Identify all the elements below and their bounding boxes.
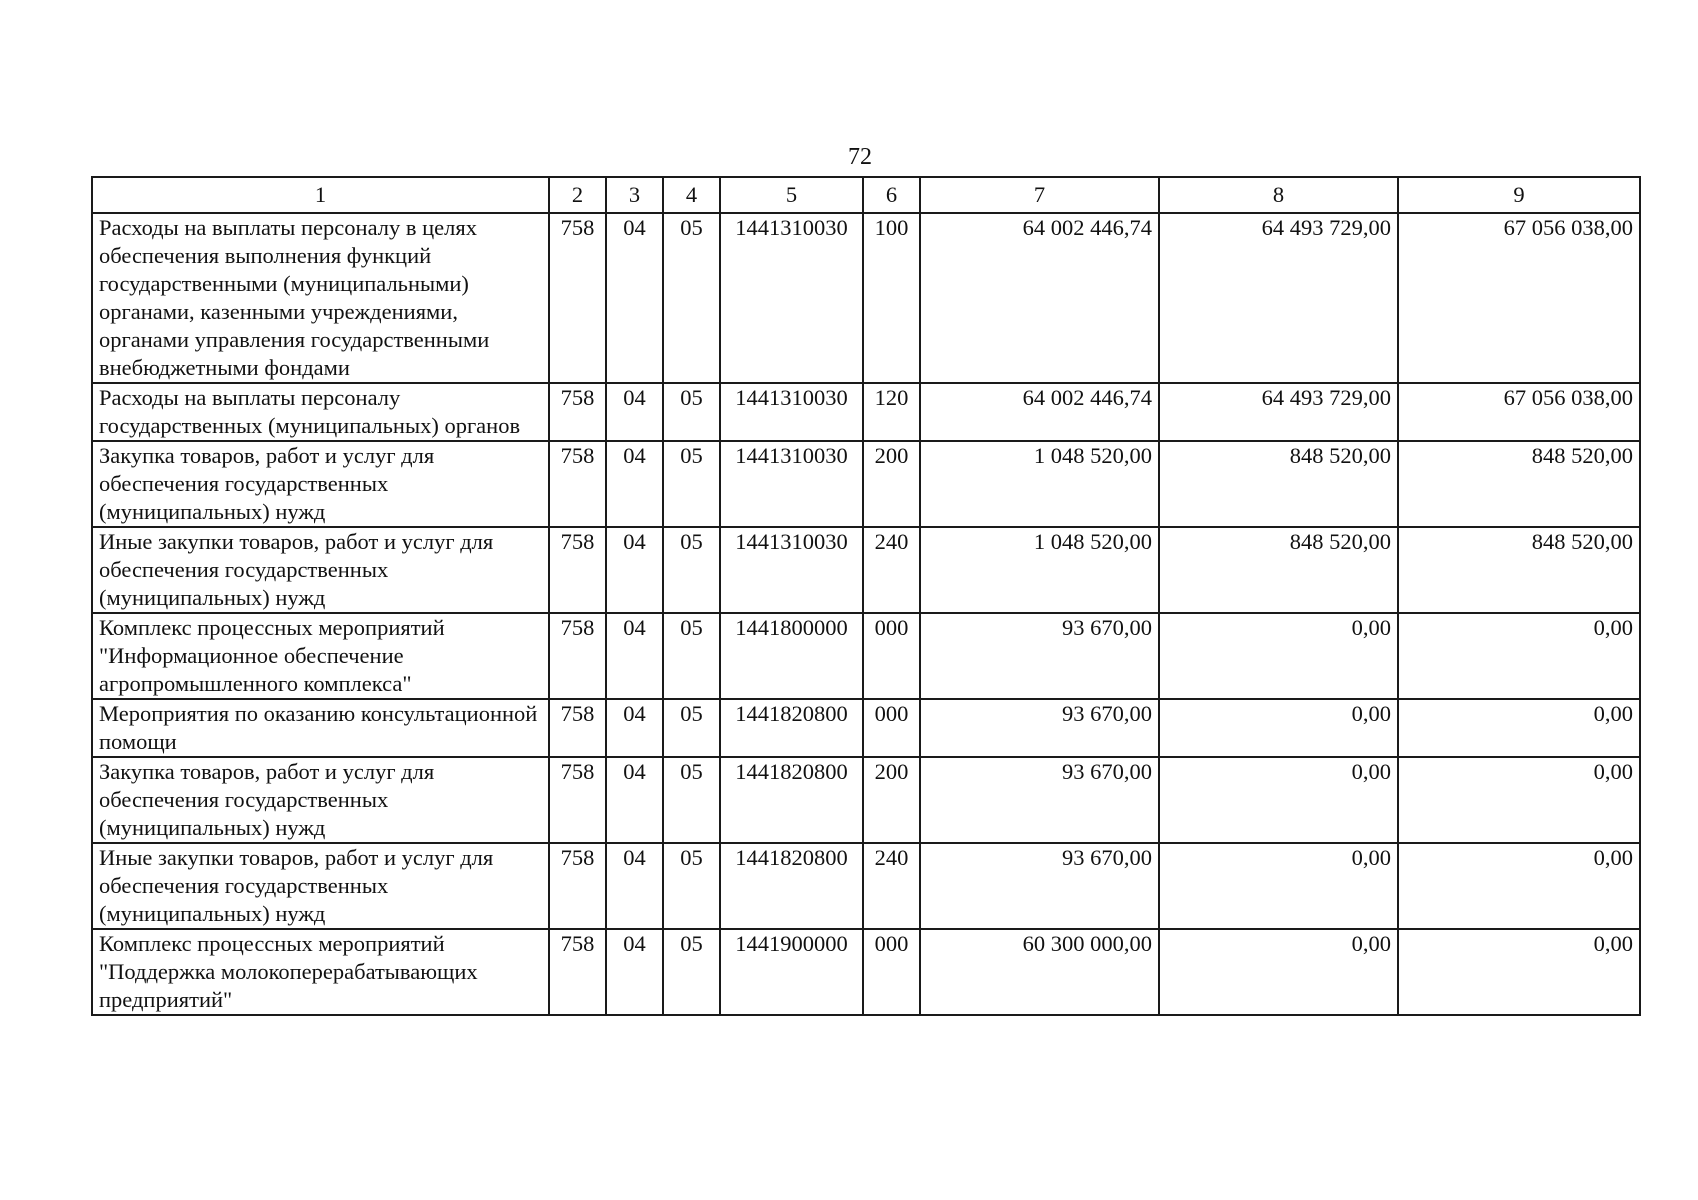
grbs-code-cell: 758: [549, 699, 606, 757]
column-header: 6: [863, 177, 920, 213]
amount-col9-cell: 0,00: [1398, 699, 1640, 757]
expense-type-cell: 200: [863, 441, 920, 527]
expense-name-cell: Иные закупки товаров, работ и услуг для обеспечения государственных (муниципальных) нужд: [92, 527, 549, 613]
subsection-code-cell: 05: [663, 757, 720, 843]
amount-col8-cell: 64 493 729,00: [1159, 383, 1398, 441]
amount-col9-cell: 0,00: [1398, 757, 1640, 843]
expense-type-cell: 000: [863, 699, 920, 757]
amount-col7-cell: 64 002 446,74: [920, 383, 1159, 441]
section-code-cell: 04: [606, 383, 663, 441]
grbs-code-cell: 758: [549, 383, 606, 441]
target-article-cell: 1441310030: [720, 213, 863, 383]
subsection-code-cell: 05: [663, 929, 720, 1015]
grbs-code-cell: 758: [549, 929, 606, 1015]
column-header: 5: [720, 177, 863, 213]
column-header: 7: [920, 177, 1159, 213]
amount-col9-cell: 67 056 038,00: [1398, 383, 1640, 441]
table-row: [92, 843, 1640, 929]
grbs-code-cell: 758: [549, 441, 606, 527]
amount-col7-cell: 93 670,00: [920, 843, 1159, 929]
header-row: [92, 177, 1640, 213]
amount-col7-cell: 1 048 520,00: [920, 527, 1159, 613]
expense-name-cell: Закупка товаров, работ и услуг для обеспечения государственных (муниципальных) нужд: [92, 757, 549, 843]
target-article-cell: 1441310030: [720, 441, 863, 527]
expense-type-cell: 240: [863, 843, 920, 929]
amount-col9-cell: 0,00: [1398, 929, 1640, 1015]
subsection-code-cell: 05: [663, 213, 720, 383]
amount-col9-cell: 0,00: [1398, 843, 1640, 929]
amount-col9-cell: 67 056 038,00: [1398, 213, 1640, 383]
amount-col8-cell: 0,00: [1159, 613, 1398, 699]
expense-name-cell: Мероприятия по оказанию консультационной помощи: [92, 699, 549, 757]
subsection-code-cell: 05: [663, 699, 720, 757]
expense-name-cell: Закупка товаров, работ и услуг для обеспечения государственных (муниципальных) нужд: [92, 441, 549, 527]
target-article-cell: 1441310030: [720, 383, 863, 441]
column-header: 2: [549, 177, 606, 213]
section-code-cell: 04: [606, 757, 663, 843]
subsection-code-cell: 05: [663, 527, 720, 613]
amount-col8-cell: 0,00: [1159, 757, 1398, 843]
target-article-cell: 1441800000: [720, 613, 863, 699]
target-article-cell: 1441820800: [720, 843, 863, 929]
section-code-cell: 04: [606, 527, 663, 613]
column-header: 9: [1398, 177, 1640, 213]
page-number: 72: [848, 144, 872, 170]
amount-col9-cell: 0,00: [1398, 613, 1640, 699]
expense-type-cell: 000: [863, 613, 920, 699]
amount-col7-cell: 93 670,00: [920, 699, 1159, 757]
amount-col8-cell: 0,00: [1159, 843, 1398, 929]
table-row: [92, 213, 1640, 383]
expense-name-cell: Расходы на выплаты персоналу государственных (муниципальных) органов: [92, 383, 549, 441]
table-row: [92, 929, 1640, 1015]
amount-col7-cell: 93 670,00: [920, 613, 1159, 699]
amount-col8-cell: 848 520,00: [1159, 527, 1398, 613]
subsection-code-cell: 05: [663, 441, 720, 527]
section-code-cell: 04: [606, 441, 663, 527]
section-code-cell: 04: [606, 213, 663, 383]
expense-type-cell: 200: [863, 757, 920, 843]
budget-table: [91, 176, 1641, 1016]
target-article-cell: 1441310030: [720, 527, 863, 613]
amount-col8-cell: 0,00: [1159, 699, 1398, 757]
subsection-code-cell: 05: [663, 613, 720, 699]
table-row: [92, 441, 1640, 527]
column-header: 4: [663, 177, 720, 213]
table-row: [92, 527, 1640, 613]
target-article-cell: 1441820800: [720, 757, 863, 843]
subsection-code-cell: 05: [663, 843, 720, 929]
expense-type-cell: 120: [863, 383, 920, 441]
table-row: [92, 757, 1640, 843]
grbs-code-cell: 758: [549, 213, 606, 383]
expense-type-cell: 000: [863, 929, 920, 1015]
expense-name-cell: Расходы на выплаты персоналу в целях обеспечения выполнения функций государственными (муниципальными) органами, казенными учреждениями, органами управления государственными внебюджетными фондами: [92, 213, 549, 383]
column-header: 8: [1159, 177, 1398, 213]
grbs-code-cell: 758: [549, 613, 606, 699]
expense-name-cell: Комплекс процессных мероприятий "Поддержка молокоперерабатывающих предприятий": [92, 929, 549, 1015]
target-article-cell: 1441820800: [720, 699, 863, 757]
amount-col8-cell: 848 520,00: [1159, 441, 1398, 527]
expense-name-cell: Иные закупки товаров, работ и услуг для обеспечения государственных (муниципальных) нужд: [92, 843, 549, 929]
amount-col7-cell: 1 048 520,00: [920, 441, 1159, 527]
section-code-cell: 04: [606, 699, 663, 757]
amount-col9-cell: 848 520,00: [1398, 441, 1640, 527]
amount-col7-cell: 93 670,00: [920, 757, 1159, 843]
table-row: [92, 699, 1640, 757]
expense-name-cell: Комплекс процессных мероприятий "Информационное обеспечение агропромышленного комплекса": [92, 613, 549, 699]
section-code-cell: 04: [606, 929, 663, 1015]
section-code-cell: 04: [606, 613, 663, 699]
amount-col7-cell: 60 300 000,00: [920, 929, 1159, 1015]
amount-col9-cell: 848 520,00: [1398, 527, 1640, 613]
column-header: 1: [92, 177, 549, 213]
column-header: 3: [606, 177, 663, 213]
amount-col7-cell: 64 002 446,74: [920, 213, 1159, 383]
section-code-cell: 04: [606, 843, 663, 929]
amount-col8-cell: 0,00: [1159, 929, 1398, 1015]
expense-type-cell: 100: [863, 213, 920, 383]
subsection-code-cell: 05: [663, 383, 720, 441]
grbs-code-cell: 758: [549, 843, 606, 929]
amount-col8-cell: 64 493 729,00: [1159, 213, 1398, 383]
table-row: [92, 383, 1640, 441]
grbs-code-cell: 758: [549, 527, 606, 613]
target-article-cell: 1441900000: [720, 929, 863, 1015]
grbs-code-cell: 758: [549, 757, 606, 843]
table-row: [92, 613, 1640, 699]
expense-type-cell: 240: [863, 527, 920, 613]
